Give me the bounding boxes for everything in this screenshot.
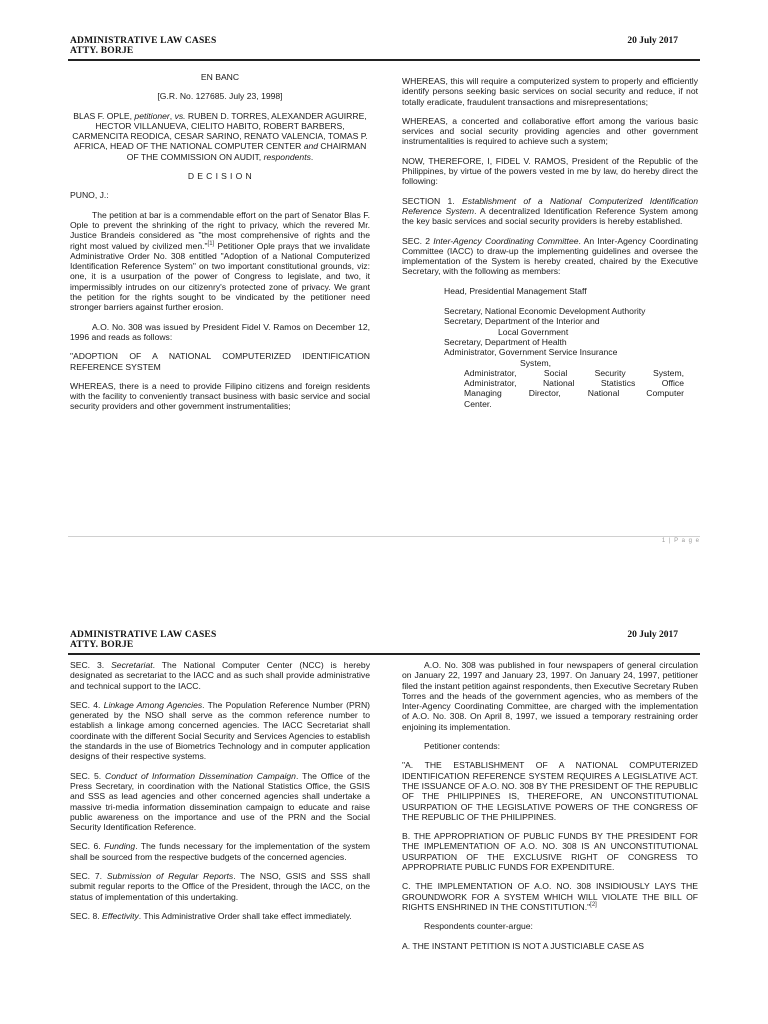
member-nso: Administrator, National Statistics Office	[464, 378, 684, 389]
whereas-clause-1: WHEREAS, there is a need to provide Filipino citizens and foreign residents with the facility to conveniently transact business with basic service and social security providers and other government instrumentalities;	[70, 380, 370, 412]
petitioner-contends: Petitioner contends:	[424, 741, 500, 752]
page2-right-column	[402, 660, 698, 960]
court-division: EN BANC	[200, 72, 240, 82]
respondents-counter: Respondents counter-argue:	[424, 921, 533, 932]
page1-left-column	[70, 72, 370, 421]
instructor-name: ATTY. BORJE	[70, 46, 134, 56]
section-1: SECTION 1. Establishment of a National Computerized Identification Reference System. A decentralized Identification Reference System among the key basic services and social security providers is hereby established.	[402, 195, 699, 227]
party-role: respondents	[263, 151, 311, 162]
member-gsis: Administrator, Government Service Insurance	[444, 347, 618, 358]
ground-c: C. THE IMPLEMENTATION OF A.O. NO. 308 INSIDIOUSLY LAYS THE GROUNDWORK FOR A SYSTEM WHICH WILL VIOLATE THE BILL OF RIGHTS ENSHRINED IN THE CONSTITUTION."[2]	[402, 881, 698, 912]
section-5: SEC. 5. Conduct of Information Dissemination Campaign. The Office of the Press Secretary, in coordination with the National Statistics Office, the GSIS and SSS as lead agencies and other concerned agencies shall undertake a massive tri-media information dissemination campaign to educate and raise public awareness on the importance and use of the PRN and the Social Security Identification Reference.	[70, 770, 371, 833]
member-pms: Head, Presidential Management Staff	[444, 285, 587, 296]
header-date: 20 July 2017	[627, 36, 678, 46]
ponente: PUNO, J.:	[70, 190, 109, 201]
ground-b: B. THE APPROPRIATION OF PUBLIC FUNDS BY THE PRESIDENT FOR THE IMPLEMENTATION OF A.O. NO. 308 IS AN UNCONSTITUTIONAL USURPATION OF THE EXCLUSIVE RIGHT OF CONGRESS TO APPROPRIATE PUBLIC FUNDS FOR EXPENDITURE.	[402, 831, 698, 873]
now-therefore-clause: NOW, THEREFORE, I, FIDEL V. RAMOS, President of the Republic of the Philippines, by virtue of the powers vested in me by law, do hereby direct the following:	[402, 155, 698, 187]
ao-issuance-paragraph: A.O. No. 308 was issued by President Fidel V. Ramos on December 12, 1996 and reads as follows:	[70, 321, 370, 342]
course-title: ADMINISTRATIVE LAW CASES	[70, 630, 217, 640]
course-title: ADMINISTRATIVE LAW CASES	[70, 36, 217, 46]
running-header	[70, 630, 216, 650]
party-text: CHAIRMAN OF THE COMMISSION ON AUDIT,	[126, 141, 367, 162]
counter-ground-a: A. THE INSTANT PETITION IS NOT A JUSTICIABLE CASE AS	[402, 940, 644, 951]
party-role: petitioner	[134, 110, 170, 121]
party-text: BLAS F. OPLE,	[73, 110, 135, 121]
footer-rule	[68, 536, 700, 537]
party-text: RUBEN D. TORRES, ALEXANDER AGUIRRE, HECTOR VILLANUEVA, CIELITO HABITO, ROBERT BARBERS, CARMENCITA REODICA, CESAR SARINO, RENATO VALENCIA, TOMAS P. AFRICA, HEAD OF THE NATIONAL COMPUTER CENTER	[72, 110, 368, 152]
page1-right-column	[402, 76, 698, 409]
document-page-2	[0, 620, 768, 1024]
case-parties	[70, 111, 370, 162]
section-4: SEC. 4. Linkage Among Agencies. The Population Reference Number (PRN) generated by the NSO shall serve as the common reference number to establish a linkage among concerned agencies. The IACC Secretariat shall coordinate with the different Social Security and Services Agencies to establish the standards in the use of Biometrics Technology and in computer application designs of their respective systems.	[70, 699, 371, 762]
member-doh: Secretary, Department of Health	[444, 336, 567, 347]
section-7: SEC. 7. Submission of Regular Reports. The NSO, GSIS and SSS shall submit regular reports to the Office of the President, through the IACC, on the status of implementation of this undertaking.	[70, 871, 371, 902]
member-gsis-cont: System,	[520, 357, 552, 368]
header-rule	[68, 653, 700, 655]
section-2: SEC. 2 Inter-Agency Coordinating Committee. An Inter-Agency Coordinating Committee (IACC) to draw-up the implementing guidelines and oversee the implementation of the System is hereby created, chaired by the Executive Secretary, with the following as members:	[402, 235, 698, 277]
header-rule	[68, 59, 700, 61]
page-number: 1 | P a g e	[661, 538, 700, 544]
ao-title: "ADOPTION OF A NATIONAL COMPUTERIZED IDENTIFICATION REFERENCE SYSTEM	[70, 351, 370, 372]
whereas-clause-2: WHEREAS, this will require a computerized system to properly and efficiently identify persons seeking basic services on social security and reduce, if not totally eradicate, fraudulent transactions and misrepresentations;	[402, 76, 698, 107]
party-role: and	[303, 141, 319, 152]
committee-members-list	[402, 286, 698, 409]
section-8: SEC. 8. Effectivity. This Administrative Order shall take effect immediately.	[70, 910, 352, 921]
decision-heading: D E C I S I O N	[187, 171, 253, 182]
case-number: [G.R. No. 127685. July 23, 1998]	[157, 91, 283, 102]
publication-paragraph: A.O. No. 308 was published in four newspapers of general circulation on January 22, 1997 and January 23, 1997. On January 24, 1997, petitioner filed the instant petition against respondents, then Executive Secretary Ruben Torres and the heads of the government agencies, who as members of the Inter-Agency Coordinating Committee, are charged with the implementation of A.O. No. 308. On April 8, 1997, we issued a temporary restraining order enjoining its implementation.	[402, 660, 698, 732]
page2-left-column	[70, 660, 370, 930]
whereas-clause-3: WHEREAS, a concerted and collaborative effort among the various basic services and social security providing agencies and other government instrumentalities is required to achieve such a system;	[402, 115, 698, 147]
footnote-ref[interactable]: [2]	[590, 902, 597, 909]
member-ncc-cont: Center.	[464, 398, 492, 409]
party-text: .	[310, 151, 314, 162]
header-date: 20 July 2017	[627, 630, 678, 640]
member-neda: Secretary, National Economic Development Authority	[444, 306, 646, 317]
party-text: ,	[169, 110, 175, 121]
member-sss: Administrator, Social Security System,	[464, 367, 684, 378]
member-ncc: Managing Director, National Computer	[464, 388, 684, 399]
member-dilg-cont: Local Government	[498, 326, 569, 337]
instructor-name: ATTY. BORJE	[70, 640, 134, 650]
opening-paragraph: The petition at bar is a commendable effort on the part of Senator Blas F. Ople to prevent the shrinking of the right to privacy, which the revered Mr. Justice Brandeis considered as "the most comprehensive of rights and the right most valued by civilized men."[1] Petitioner Ople prays that we invalidate Administrative Order No. 308 entitled "Adoption of a National Computerized Identification Reference System" on two important constitutional grounds, viz: one, it is a usurpation of the power of Congress to legislate, and two, it impermissibly intrudes on our citizenry's protected zone of privacy. We grant the petition for the rights sought to be vindicated by the petitioner need stronger barriers against further erosion.	[70, 209, 370, 313]
ground-a: "A. THE ESTABLISHMENT OF A NATIONAL COMPUTERIZED IDENTIFICATION REFERENCE SYSTEM REQUIRES A LEGISLATIVE ACT. THE ISSUANCE OF A.O. NO. 308 BY THE PRESIDENT OF THE REPUBLIC OF THE PHILIPPINES IS, THEREFORE, AN UNCONSTITUTIONAL USURPATION OF THE LEGISLATIVE POWERS OF THE CONGRESS OF THE REPUBLIC OF THE PHILIPPINES.	[402, 760, 698, 822]
party-role: vs.	[174, 110, 186, 121]
running-header	[70, 36, 216, 56]
section-6: SEC. 6. Funding. The funds necessary for the implementation of the system shall be sourced from the respective budgets of the concerned agencies.	[70, 841, 370, 862]
member-dilg: Secretary, Department of the Interior and	[444, 316, 600, 327]
section-3: SEC. 3. Secretariat. The National Computer Center (NCC) is hereby designated as secretariat to the IACC and as such shall provide administrative and technical support to the IACC.	[70, 660, 371, 691]
page-gap	[0, 560, 768, 620]
footnote-ref[interactable]: [1]	[207, 240, 215, 247]
